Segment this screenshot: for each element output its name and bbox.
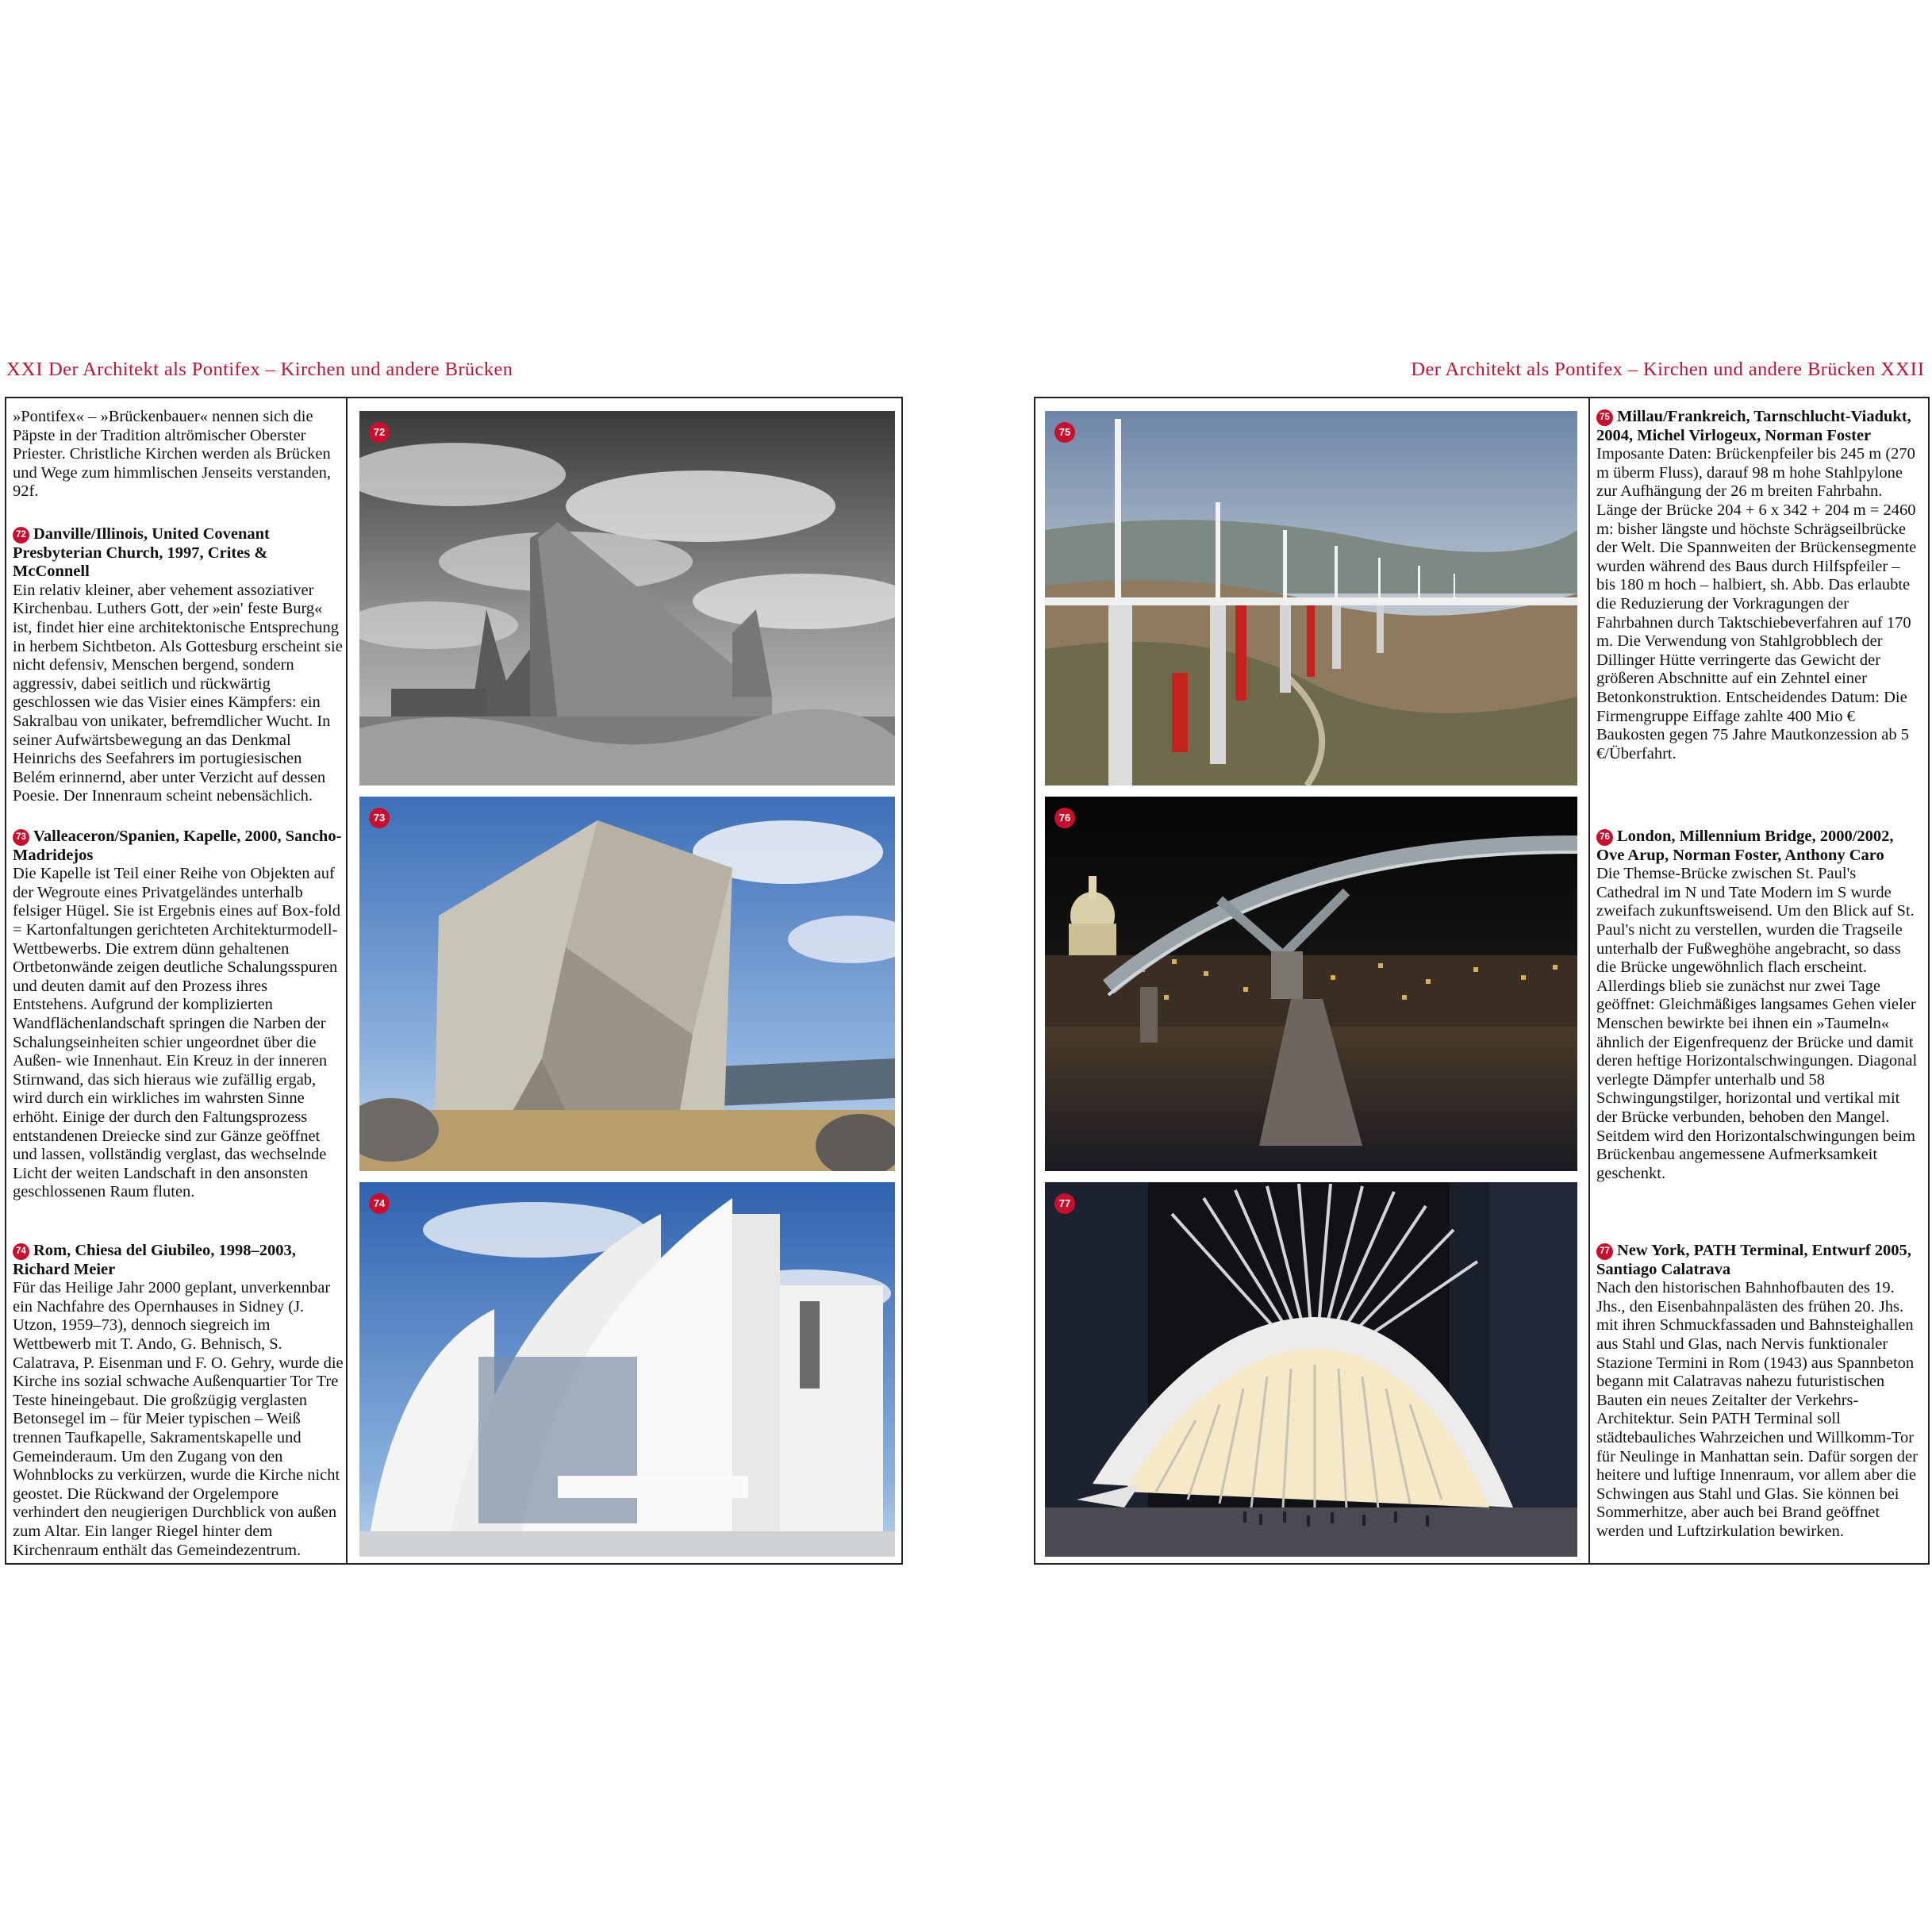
number-badge: 74 (13, 1243, 29, 1260)
photo-number-badge: 73 (369, 808, 390, 828)
path-terminal-77-image (1045, 1182, 1577, 1557)
entry-75 (1596, 408, 1922, 763)
entry-title-text: Danville/Illinois, United Covenant Presbyterian Church, 1997, Crites & McConnell (13, 525, 270, 581)
entry-title (1596, 408, 1922, 445)
entry-title-text: New York, PATH Terminal, Entwurf 2005, Santiago Calatrava (1596, 1242, 1911, 1278)
intro-paragraph: »Pontifex« – »Brückenbauer« nennen sich die Päpste in der Tradition altrömischer Oberster Priester. Christliche Kirchen werden als Brücken und Wege zum himmlischen Jenseits verstanden, 92f. (13, 408, 332, 501)
right-page-header (1411, 359, 1925, 381)
right-text-column (1596, 408, 1922, 1557)
church-72-image (359, 411, 895, 785)
number-badge: 75 (1596, 409, 1613, 426)
entry-body: Für das Heilige Jahr 2000 geplant, unverkennbar ein Nachfahre des Opernhauses in Sidney (J. Utzon, 1959–73), dennoch siegreich im Wettbewerb mit T. Ando, G. Behnisch, S. Calatrava, P. Eisenman und F. O. Gehry, wurde die Kirche ins sozial schwache Außenquartier Tor Tre Teste hineingebaut. Die großzügig verglasten Betonsegel im – für Meier typischen – Weiß trennen Taufkapelle, Sakramentskapelle und Gemeinderaum. Um den Zugang von den Wohnblocks zu verkürzen, wurde die Kirche nicht geostet. Die Rückwand der Orgelempore verhindert den neugierigen Durchblick von außen zum Altar. Ein langer Riegel hinter dem Kirchenraum enthält das Gemeindezentrum. (13, 1279, 344, 1559)
entry-body: Imposante Daten: Brückenpfeiler bis 245 m (270 m überm Fluss), darauf 98 m hohe Stahlpylone zur Aufhängung der 26 m breiten Fahrbahn. Länge der Brücke 204 + 6 x 342 + 204 m = 2460 m: bisher längste und höchste Schrägseilbrücke der Welt. Die Spannweiten der Brückensegmente wurden während des Baus durch Hilfspfeiler – bis 180 m hoch – halbiert, sh. Abb. Das erlaubte die Reduzierung der Vorkragungen der Fahrbahnen durch Taktschiebeverfahren auf 170 m. Die Verwendung von Stahlgrobblech der Dillinger Hütte verringerte das Gewicht der größeren Abschnitte auf ein Zehntel einer Betonkonstruktion. Entscheidendes Datum: Die Firmengruppe Eiffage zahlte 400 Mio € Baukosten gegen 75 Jahre Mautkonzession ab 5 €/Überfahrt. (1596, 445, 1917, 762)
number-badge: 72 (13, 527, 29, 543)
photo-millau-viaduct-75 (1045, 411, 1577, 785)
entry-title-text: Millau/Frankreich, Tarnschlucht-Viadukt, 2004, Michel Virlogeux, Norman Foster (1596, 408, 1911, 444)
number-badge: 76 (1596, 829, 1613, 846)
millennium-bridge-76-image (1045, 797, 1577, 1171)
entry-title (1596, 828, 1922, 865)
right-page-number: XXII (1880, 359, 1925, 380)
photo-number-badge: 75 (1054, 422, 1075, 443)
photo-chapel-73 (359, 797, 895, 1171)
photo-millennium-bridge-76 (1045, 797, 1577, 1171)
photo-church-72 (359, 411, 895, 785)
entry-76 (1596, 828, 1922, 1183)
photo-path-terminal-77 (1045, 1182, 1577, 1557)
column-divider (346, 398, 348, 1563)
column-divider (1588, 398, 1590, 1563)
left-page-number: XXI (6, 359, 44, 380)
left-page-running-title: Der Architekt als Pontifex – Kirchen und andere Brücken (48, 359, 513, 380)
entry-title (13, 525, 346, 582)
entry-73 (13, 828, 346, 1202)
left-page-header (6, 359, 513, 381)
number-badge: 73 (13, 829, 29, 846)
entry-title (13, 828, 346, 865)
entry-body: Die Themse-Brücke zwischen St. Paul's Cathedral im N und Tate Modern im S wurde zweifach zukunftsweisend. Um den Blick auf St. Paul's nicht zu verstellen, wurden die Tragseile unterhalb der Fußweghöhe angebracht, so dass die Brücke ungewöhnlich flach erscheint. Allerdings blieb sie zunächst nur zwei Tage geöffnet: Gleichmäßiges langsames Gehen vieler Menschen bewirkte bei ihnen ein »Taumeln« ähnlich der Eigenfrequenz der Brücke und damit deren heftige Horizontalschwingungen. Diagonal verlegte Dämpfer unterhalb und 58 Schwingungstilger, horizontal und vertikal mit der Brücke verbunden, behoben den Mangel. Seitdem wird den Horizontalschwingungen beim Brückenbau angemessene Aufmerksamkeit geschenkt. (1596, 865, 1918, 1182)
number-badge: 77 (1596, 1243, 1613, 1260)
right-page-frame (1034, 397, 1930, 1565)
millau-viaduct-75-image (1045, 411, 1577, 785)
jubilee-church-74-image (359, 1182, 895, 1557)
photo-number-badge: 77 (1054, 1193, 1075, 1214)
entry-77 (1596, 1242, 1922, 1542)
chapel-73-image (359, 797, 895, 1171)
photo-number-badge: 74 (369, 1193, 390, 1214)
right-page (966, 0, 1931, 1932)
entry-title-text: Rom, Chiesa del Giubileo, 1998–2003, Richard Meier (13, 1242, 296, 1278)
entry-title (13, 1242, 346, 1279)
entry-body: Die Kapelle ist Teil einer Reihe von Objekten auf der Wegroute eines Privatgeländes unterhalb felsiger Hügel. Sie ist Ergebnis eines auf Box-fold = Kartonfaltungen gerichteten Architekturmodell-Wettbewerbs. Die extrem dünn gehaltenen Ortbetonwände zeigen deutliche Schalungsspuren und deuten damit auf den Prozess ihres Entstehens. Aufgrund der komplizierten Wandflächenlandschaft springen die Narben der Schalungseinheiten schier ungeordnet über die Außen- wie Innenhaut. Ein Kreuz in der inneren Stirnwand, das sich hieraus wie zufällig ergab, wird durch ein wirkliches im wahrsten Sinne erhöht. Einige der durch den Faltungsprozess entstandenen Dreiecke sind zur Gänze geöffnet und lassen, vollständig verglast, das wechselnde Licht der weiten Landschaft in den ansonsten geschlossenen Raum fluten. (13, 865, 340, 1201)
photo-number-badge: 72 (369, 422, 390, 443)
entry-74 (13, 1242, 346, 1560)
entry-body: Nach den historischen Bahnhofbauten des 19. Jhs., den Eisenbahnpalästen des frühen 20. Jhs. mit ihren Schmuckfassaden und Bahnsteighallen aus Stahl und Glas, nach Nervis funktionaler Stazione Termini in Rom (1943) aus Spannbeton begann mit Calatravas nahezu futuristischen Bauten ein neues Zeitalter der Verkehrs-Architektur. Sein PATH Terminal soll städtebauliches Wahrzeichen und Willkomm-Tor für Neulinge in Manhattan sein. Dafür sorgen der heitere und luftige Innenraum, vor allem aber die Schwingen aus Stahl und Glas. Sie können bei Sommerhitze, aber auch bei Brand geöffnet werden und Luftzirkulation bewirken. (1596, 1279, 1918, 1540)
left-text-column (13, 408, 346, 1557)
entry-body: Ein relativ kleiner, aber vehement assoziativer Kirchenbau. Luthers Gott, der »ein' feste Burg« ist, findet hier eine architektonische Entsprechung in herbem Sichtbeton. Als Gottesburg erscheint sie nicht defensiv, Menschen bergend, sondern aggressiv, dabei seitlich und rückwärtig geschlossen wie das Visier eines Kämpfers: ein Sakralbau von unikater, befremdlicher Wucht. In seiner Aufwärtsbewegung an das Denkmal Heinrichs des Seefahrers im portugiesischen Belém erinnernd, aber unter Verzicht auf dessen Poesie. Der Innenraum scheint nebensächlich. (13, 581, 343, 805)
entry-72 (13, 525, 346, 806)
entry-title-text: Valleaceron/Spanien, Kapelle, 2000, Sancho-Madridejos (13, 828, 342, 864)
photo-jubilee-church-74 (359, 1182, 895, 1557)
right-page-running-title: Der Architekt als Pontifex – Kirchen und andere Brücken (1411, 359, 1876, 380)
left-page-frame (5, 397, 903, 1565)
photo-number-badge: 76 (1054, 808, 1075, 828)
entry-title-text: London, Millennium Bridge, 2000/2002, Ove Arup, Norman Foster, Anthony Caro (1596, 828, 1894, 864)
entry-title (1596, 1242, 1922, 1279)
